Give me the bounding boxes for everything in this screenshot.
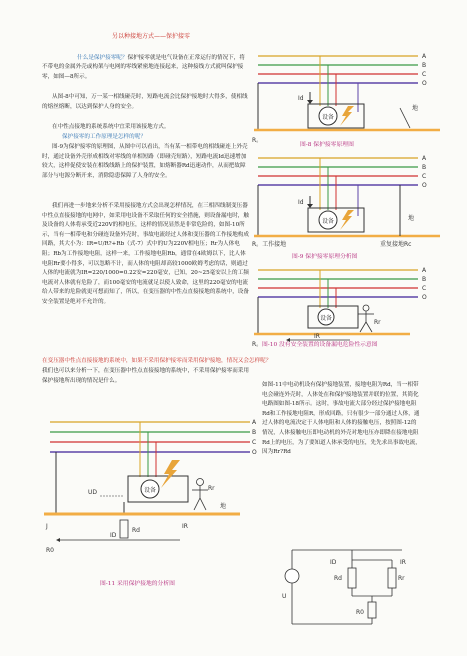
body-current-label: IR [314,333,320,340]
ro-label: R0 [356,609,364,616]
paragraph-fig9: 图-9为保护接零的原理图，从图中可以看出，当有某一相带电的相线碰连上外壳时，通过设备外壳形成相线对零线的单相短路（即碰壳短路），短路电流Id迅速增加较大，这样促使安装在相线线路上的保护装置，如熔断器Rd迅速动作，从而把故障部分与电源分断开来，消除隐患保障了人身的安全。 [42,144,248,179]
figure-11-diagram [40,382,260,572]
ir-current-label: IR [400,559,406,566]
phase-label-c: C [252,439,257,446]
figure-8-diagram [250,48,450,148]
phase-label-b: B [422,62,427,69]
paragraph-fig10: 我们再进一步地来分析不采用接接地方式会出现怎样情况，在三相四线制变压器中性点直接接地的电网中，如采用电设备不采取任何的安全措施，则设备漏电时，触及设备的人体将承受近220V的相电压，这样的情况显然是非常危险的，如图-10所示，当有一相带电和分碰连设备外壳时，事故电流经过人体和变压器的工作接地构成回路，其大小为：IR=U/R?+Rb（式-7）式中的U为220V相电压；Rr为人体电阻；Rb为工作接地电阻，这样一来，工作接地电阻Rb，通常在4欧姆以下，比人体电阻Rr要小得多，可以忽略不计，而人体的电阻却高较1000欧姆考虑的话，则通过人体的电流就为IR=220/1000=0.22安=220毫安，已知，20~25毫安以上的工频电流对人体就有危险了，而100毫安的电流就足以使人致命，这里的220毫安的电流给人带来的危险就更可想而知了，所以，在变压器的中性点直接接地的系统中，设备安全装置是绝对不允许的。 [42,203,249,305]
phase-label-c: C [422,71,427,78]
phase-label-o: O [252,449,257,456]
repeat-ground-label: 重复接地Rc [380,241,412,248]
figure-11-caption: 图-11 采用保护接地的分析图 [100,581,175,587]
phase-label-a: A [252,419,257,426]
figure-10-caption: 图-10 没有安全装置的设备漏电危险性示意图 [262,342,378,348]
section-title: 另以种接地方式——保护接零 [112,33,191,40]
paragraph-fig11: 如图-11中电动机设有保护接地装置，接地电阻为Rd，当一相带电会碰连外壳时，人体处在和保护接地装置并联的位置，其简化电路图如图-18所示。这时，事故电流大部分经过保护接地电阻Rd和工作接地电阻R，形成回路，只有很少一部分通过人体，通过人体的电流决定于人体电阻和人体的接触电压，按照图-12的情况，人体接触电压即电动机的外壳对地电压亦即降在接地电阻Rd上的电压，为了要知道人体承受的电压，先先求出事故电流，因为Rr?Rd [262,382,421,456]
device-label: 设备 [322,218,335,225]
fault-current-id-label: ID [110,532,117,539]
phase-label-a: A [422,267,427,274]
work-ground-r0-label: R0 [46,547,54,554]
phase-label-b: B [422,164,427,171]
phase-label-c: C [422,173,427,180]
figure-9-diagram [250,150,450,250]
phase-label-b: B [422,276,427,283]
intro-paragraph-text: 保护接零就是电气设备在正常运行的情况下，将不带电的金属外壳或构架与电网的零线紧密地连接起来，这种接线方式就叫保护接零，如图—8所示。 [42,54,245,80]
paragraph-system: 在中性点接地的系统系统中宜采用该接地方式。 [52,124,170,130]
touch-voltage-label: UD [88,489,98,496]
phase-label-o: O [422,294,427,301]
current-ir-label: IR [182,523,188,530]
device-label: 设备 [320,315,333,322]
junction-label: J [46,523,48,530]
ground-label: 地 [220,503,227,510]
body-resistance-label: Rr [208,485,215,492]
id-current-label: ID [330,559,337,566]
rr-label: Rr [398,575,405,582]
figure-12-circuit [282,520,422,630]
phase-label-o: O [422,182,427,189]
work-ground-label: R。工作接地 [252,241,287,248]
body-resistance-label: Rr [374,319,381,326]
phase-label-a: A [422,155,427,162]
fault-current-label: Id [298,95,304,102]
ground-label: 地 [412,105,419,112]
device-label: 设备 [322,114,335,121]
device-label: 设备 [144,487,157,494]
question-protective-zeroing: 什么是保护接零呢？ [77,54,128,61]
intro-paragraph [42,44,250,92]
protective-ground-resistance-label: Rd [132,527,140,534]
paragraph-fig8: 从图-8中可知，万一某一相线碰壳时，短路电流会比保护接地时大得多，使相线的熔丝熔断，以达到保护人身的安全。 [42,94,248,110]
neutral-ground-label-r0: R。 [252,341,263,348]
figure-8-caption: 图-8 保护接零原理图 [300,142,354,148]
question-grounding: 在变压器中性点直接接地的系统中，如果不采用保护接零而采用保护接地，情况又会怎样呢？ [42,358,272,364]
figure-10-diagram [250,262,450,350]
neutral-ground-label: R。 [252,137,263,144]
rd-label: Rd [334,575,342,582]
ground-label: 地 [408,215,415,222]
phase-label-a: A [422,53,427,60]
phase-label-b: B [252,429,257,436]
phase-label-c: C [422,285,427,292]
figure-9-caption: 图-9 保护接零原理分析图 [292,254,358,260]
fault-current-label: Id [298,199,304,206]
question-working-principle: 保护接零的工作原理是怎样的呢？ [62,134,146,140]
source-voltage-label: U [282,593,287,600]
phase-label-o: O [422,80,427,87]
paragraph-analysis-intro: 我们也可以来分析一下，在变压器中性点直接接地的系统中，不采用保护接零而采用保护接地所出现的情况是什么。 [42,368,249,384]
